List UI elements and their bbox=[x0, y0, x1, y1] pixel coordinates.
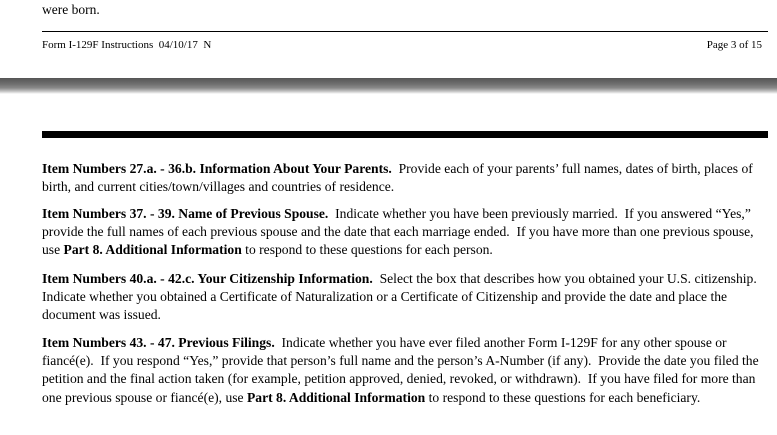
item-heading: Item Numbers 40.a. - 42.c. Your Citizenship Information. bbox=[42, 271, 373, 286]
previous-page bbox=[0, 0, 777, 78]
item-previous-filings bbox=[42, 334, 764, 407]
item-heading: Item Numbers 27.a. - 36.b. Information About Your Parents. bbox=[42, 161, 392, 176]
footer-rule bbox=[42, 31, 768, 32]
current-page bbox=[0, 94, 777, 435]
item-body: Indicate whether you have been previously married. If you answered “Yes,” provide the full names of each previous spouse and the date that each marriage ended. If you have more than one previous spouse, use bbox=[42, 206, 757, 258]
footer-page-number: Page 3 of 15 bbox=[706, 39, 762, 51]
previous-page-tail-text: were born. bbox=[42, 2, 100, 17]
part-8-reference: Part 8. Additional Information bbox=[246, 389, 426, 405]
item-body: Provide each of your parents’ full names, dates of birth, places of birth, and current cities/town/villages and countries of residence. bbox=[42, 161, 757, 195]
item-citizenship-info bbox=[42, 270, 764, 325]
item-body-end: to respond to these questions for each person. bbox=[241, 242, 493, 258]
footer-form-id: Form I-129F Instructions 04/10/17 N bbox=[42, 39, 212, 51]
part-8-reference: Part 8. Additional Information bbox=[63, 242, 242, 258]
item-heading: Item Numbers 43. - 47. Previous Filings. bbox=[42, 335, 275, 350]
item-heading: Item Numbers 37. - 39. Name of Previous Spouse. bbox=[42, 206, 329, 221]
item-body: Select the box that describes how you obtained your U.S. citizenship. Indicate whether you obtained a Certificate of Naturalization or a Certificate of Citizenship and provide the date and place the document was issued. bbox=[42, 271, 764, 323]
page-separator bbox=[0, 78, 777, 94]
item-body-end: to respond to these questions for each beneficiary. bbox=[425, 389, 701, 405]
section-top-rule bbox=[42, 131, 768, 138]
item-previous-spouse bbox=[42, 205, 764, 260]
item-body: Indicate whether you have ever filed another Form I-129F for any other spouse or fiancé(e). If you respond “Yes,” provide that person’s full name and the person’s A-Number (if any). Provide the date you filed the petition and the final action taken (for example, petition approved, denied, revoked, or withdrawn). If you have filed for more than one previous spouse or fiancé(e), use bbox=[42, 335, 763, 405]
item-parents-info bbox=[42, 160, 764, 196]
